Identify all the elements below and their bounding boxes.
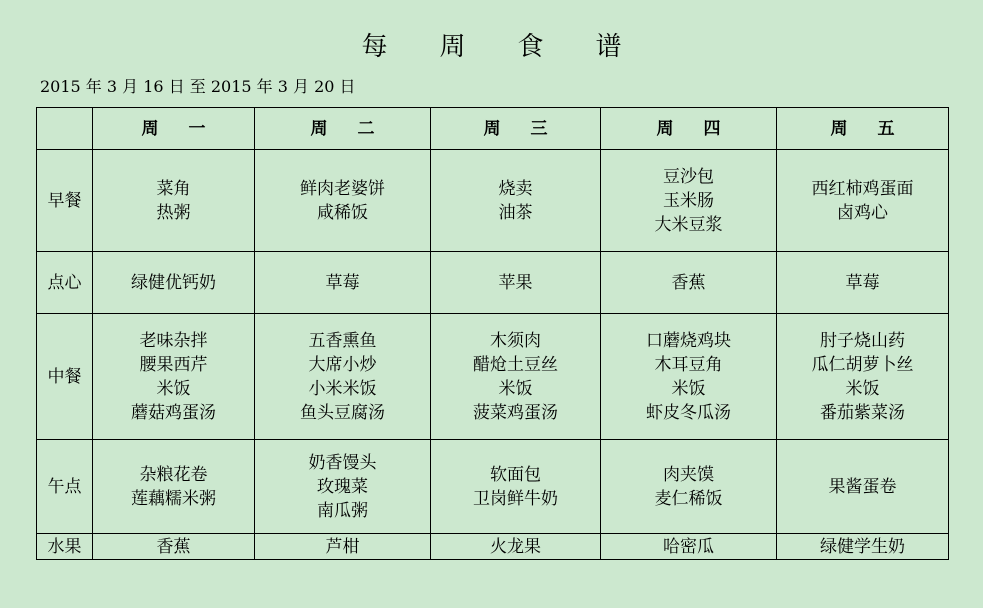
day-header-second: 三 (530, 118, 548, 139)
menu-cell (255, 150, 431, 252)
meal-label: 水果 (37, 534, 93, 560)
menu-item: 口蘑烧鸡块 (646, 330, 731, 351)
menu-cell (601, 252, 777, 314)
menu-item: 软面包 (490, 464, 541, 485)
corner-cell (37, 108, 93, 150)
menu-item: 菠菜鸡蛋汤 (473, 402, 558, 423)
menu-item: 烧卖 (498, 178, 533, 199)
table-row (37, 534, 949, 560)
menu-item: 草莓 (325, 272, 360, 293)
day-header-second: 四 (703, 118, 721, 139)
menu-item: 绿健学生奶 (820, 536, 905, 557)
title-char: 每 (361, 32, 388, 62)
meal-label: 点心 (37, 252, 93, 314)
menu-item: 米饭 (671, 378, 706, 399)
menu-cell (255, 252, 431, 314)
menu-item: 五香熏鱼 (308, 330, 377, 351)
menu-cell (93, 150, 255, 252)
day-header-first: 周 (141, 118, 159, 139)
menu-cell (255, 534, 431, 560)
menu-item: 肘子烧山药 (820, 330, 905, 351)
menu-item: 菜角 (156, 178, 191, 199)
menu-item: 鱼头豆腐汤 (300, 402, 385, 423)
menu-item: 玉米肠 (663, 190, 714, 211)
menu-item: 蘑菇鸡蛋汤 (131, 402, 216, 423)
menu-cell (431, 440, 601, 534)
table-row (37, 440, 949, 534)
menu-cell (601, 440, 777, 534)
menu-item: 麦仁稀饭 (654, 488, 723, 509)
menu-item: 小米米饭 (308, 378, 377, 399)
menu-cell (431, 150, 601, 252)
meal-label: 中餐 (37, 314, 93, 440)
day-header-thu (601, 108, 777, 150)
day-header-fri (777, 108, 949, 150)
menu-cell (601, 150, 777, 252)
menu-cell (93, 314, 255, 440)
menu-item: 瓜仁胡萝卜丝 (811, 354, 914, 375)
menu-item: 西红柿鸡蛋面 (811, 178, 914, 199)
menu-item: 奶香馒头 (308, 452, 377, 473)
menu-cell (431, 534, 601, 560)
day-header-first: 周 (310, 118, 328, 139)
menu-cell (777, 252, 949, 314)
menu-item: 香蕉 (671, 272, 706, 293)
menu-item: 米饭 (156, 378, 191, 399)
menu-cell (431, 252, 601, 314)
menu-cell (601, 534, 777, 560)
meal-label: 午点 (37, 440, 93, 534)
menu-item: 醋炝土豆丝 (473, 354, 558, 375)
day-header-second: 二 (357, 118, 375, 139)
menu-item: 莲藕糯米粥 (131, 488, 216, 509)
title-char: 食 (517, 32, 544, 62)
menu-item: 南瓜粥 (317, 500, 368, 521)
day-header-second: 一 (188, 118, 206, 139)
meal-label: 早餐 (37, 150, 93, 252)
menu-item: 香蕉 (156, 536, 191, 557)
weekly-menu-table (36, 107, 949, 560)
menu-cell (777, 314, 949, 440)
menu-cell (777, 150, 949, 252)
day-header-first: 周 (656, 118, 674, 139)
menu-item: 杂粮花卷 (139, 464, 208, 485)
menu-cell (93, 252, 255, 314)
title-char: 周 (439, 32, 466, 62)
menu-item: 大米豆浆 (654, 214, 723, 235)
menu-cell (601, 314, 777, 440)
menu-item: 热粥 (156, 202, 191, 223)
day-header-mon (93, 108, 255, 150)
menu-item: 卫岗鲜牛奶 (473, 488, 558, 509)
menu-item: 米饭 (498, 378, 533, 399)
menu-item: 果酱蛋卷 (828, 476, 897, 497)
menu-item: 虾皮冬瓜汤 (646, 402, 731, 423)
menu-item: 番茄紫菜汤 (820, 402, 905, 423)
day-header-wed (431, 108, 601, 150)
menu-item: 老味杂拌 (139, 330, 208, 351)
menu-cell (255, 314, 431, 440)
menu-cell (777, 440, 949, 534)
menu-item: 油茶 (498, 202, 533, 223)
menu-item: 草莓 (845, 272, 880, 293)
menu-item: 米饭 (845, 378, 880, 399)
day-header-second: 五 (877, 118, 895, 139)
menu-item: 肉夹馍 (663, 464, 714, 485)
menu-cell (93, 440, 255, 534)
page-title (0, 26, 983, 63)
menu-item: 芦柑 (325, 536, 360, 557)
menu-cell (255, 440, 431, 534)
menu-item: 腰果西芹 (139, 354, 208, 375)
header-row (37, 108, 949, 150)
menu-item: 卤鸡心 (837, 202, 888, 223)
menu-item: 哈密瓜 (663, 536, 714, 557)
title-char: 谱 (595, 32, 622, 62)
date-range: 2015 年 3 月 16 日 至 2015 年 3 月 20 日 (40, 77, 356, 96)
menu-cell (431, 314, 601, 440)
menu-item: 木耳豆角 (654, 354, 723, 375)
table-row (37, 252, 949, 314)
menu-item: 火龙果 (490, 536, 541, 557)
menu-item: 木须肉 (490, 330, 541, 351)
table-row (37, 314, 949, 440)
table-row (37, 150, 949, 252)
menu-item: 玫瑰菜 (317, 476, 368, 497)
menu-item: 大席小炒 (308, 354, 377, 375)
menu-item: 鲜肉老婆饼 (300, 178, 385, 199)
menu-item: 咸稀饭 (317, 202, 368, 223)
menu-cell (93, 534, 255, 560)
menu-item: 绿健优钙奶 (131, 272, 216, 293)
menu-item: 豆沙包 (663, 166, 714, 187)
day-header-first: 周 (483, 118, 501, 139)
day-header-first: 周 (830, 118, 848, 139)
menu-cell (777, 534, 949, 560)
menu-item: 苹果 (498, 272, 533, 293)
day-header-tue (255, 108, 431, 150)
